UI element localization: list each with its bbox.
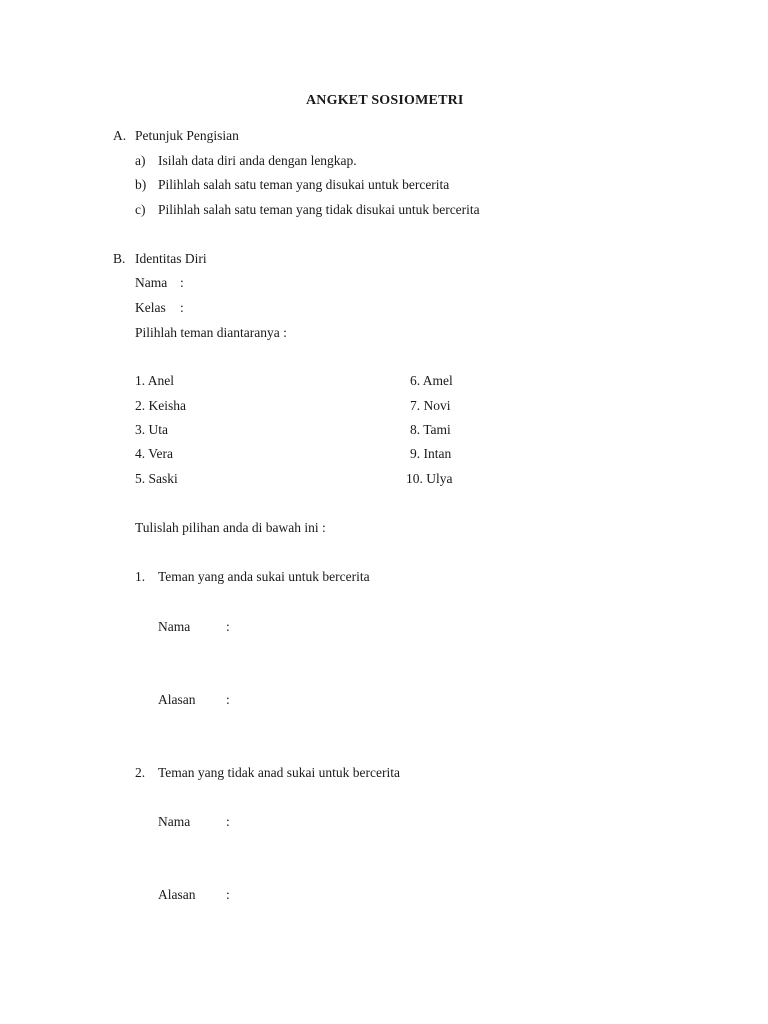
nama-colon: :	[180, 275, 184, 290]
choose-friend-text: Pilihlah teman diantaranya :	[135, 325, 287, 340]
section-b-marker: B.	[113, 251, 126, 266]
question-marker: 2.	[135, 765, 146, 780]
friend-list-item: 5. Saski	[135, 471, 178, 486]
question-name-label: Nama	[158, 814, 191, 829]
friend-list-item: 9. Intan	[410, 446, 452, 461]
instruction-text: Isilah data diri anda dengan lengkap.	[158, 153, 357, 168]
question-marker: 1.	[135, 569, 146, 584]
section-a-marker: A.	[113, 128, 127, 143]
kelas-colon: :	[180, 300, 184, 315]
section-b-heading: Identitas Diri	[135, 251, 207, 266]
friend-list-item: 7. Novi	[410, 398, 451, 413]
question-text: Teman yang tidak anad sukai untuk bercerita	[158, 765, 400, 780]
friend-list-item: 4. Vera	[135, 446, 173, 461]
friend-list-item: 3. Uta	[135, 422, 168, 437]
section-a-heading: Petunjuk Pengisian	[135, 128, 239, 143]
question-reason-label: Alasan	[158, 692, 196, 707]
friend-list-item: 1. Anel	[135, 373, 174, 388]
question-name-colon: :	[226, 814, 230, 829]
instruction-text: Pilihlah salah satu teman yang tidak disukai untuk bercerita	[158, 202, 480, 217]
write-choice-text: Tulislah pilihan anda di bawah ini :	[135, 520, 326, 535]
friend-list-item: 2. Keisha	[135, 398, 186, 413]
nama-label: Nama	[135, 275, 168, 290]
question-text: Teman yang anda sukai untuk bercerita	[158, 569, 370, 584]
question-name-colon: :	[226, 619, 230, 634]
question-reason-colon: :	[226, 692, 230, 707]
question-name-label: Nama	[158, 619, 191, 634]
instruction-marker: a)	[135, 153, 146, 168]
friend-list-item: 6. Amel	[410, 373, 453, 388]
question-reason-colon: :	[226, 887, 230, 902]
instruction-marker: c)	[135, 202, 146, 217]
friend-list-item: 8. Tami	[410, 422, 451, 437]
instruction-marker: b)	[135, 177, 147, 192]
document-title: ANGKET SOSIOMETRI	[306, 93, 464, 108]
friend-list-item: 10. Ulya	[406, 471, 453, 486]
kelas-label: Kelas	[135, 300, 166, 315]
instruction-text: Pilihlah salah satu teman yang disukai untuk bercerita	[158, 177, 450, 192]
question-reason-label: Alasan	[158, 887, 196, 902]
